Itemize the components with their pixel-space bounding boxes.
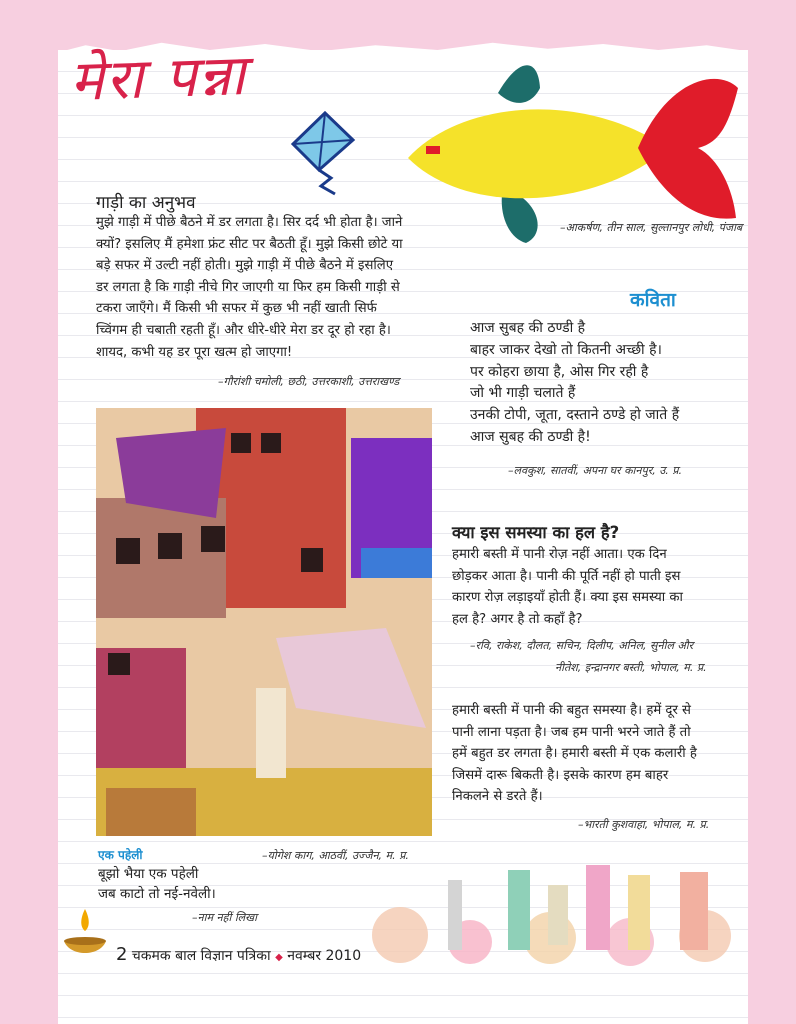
poem-credit: –लवकुश, सातवीं, अपना घर कानपुर, उ. प्र. [508,464,683,477]
masthead-title: मेरा पन्ना [69,42,249,115]
problem-credit-line1: –रवि, राकेश, दौलत, सचिन, दिलीप, अनिल, सुनील और [470,639,694,652]
text-line: मुझे गाड़ी में पीछे बैठने में डर लगता है। सिर दर्द भी होता है। जाने [96,215,403,230]
problem-credit-line2: नीतेश, इन्द्रानगर बस्ती, भोपाल, म. प्र. [555,661,707,674]
poem-line: आज सुबह की ठण्डी है [470,320,586,336]
text-line: हमारी बस्ती में पानी की बहुत समस्या है। हमें दूर से [452,703,691,718]
riddle-line: बूझो भैया एक पहेली [98,866,199,882]
text-line: कारण रोज़ लड़ाइयाँ होती हैं। क्या इस समस्या का [452,590,683,606]
street-painting [96,408,432,836]
text-line: टकरा जाएँगे। मैं किसी भी सफर में कुछ भी नहीं खाती सिर्फ [96,301,377,317]
pencils-illustration [360,850,750,970]
diya-icon [60,905,110,965]
text-line: हमारी बस्ती में पानी रोज़ नहीं आता। एक दिन [452,547,667,562]
poem-title: कविता [630,289,676,311]
magazine-name: चकमक बाल विज्ञान पत्रिका [131,948,271,964]
riddle-line: जब काटो तो नई-नवेली। [98,886,216,902]
text-line: छोड़कर आता है। पानी की पूर्ति नहीं हो पाती इस [452,568,681,584]
problem-body [452,544,742,630]
water-body [452,700,742,808]
poem-line: उनकी टोपी, जूता, दस्ताने ठण्डे हो जाते हैं [470,407,680,424]
riddle-body [98,864,216,904]
text-line: हमें बहुत डर लगता है। हमारी बस्ती में एक कलारी है [452,746,697,762]
text-line: जिसमें दारू बिकती है। इसके कारण हम बाहर [452,767,669,783]
text-line: च्विंगम ही चबाती रहती हूँ। और धीरे-धीरे मेरा डर दूर हो रहा है। [96,322,391,338]
riddle-credit: –नाम नहीं लिखा [192,911,257,924]
text-line: हल है? अगर है तो कहाँ है? [452,611,583,627]
text-line: क्यों? इसलिए मैं हमेशा फ्रंट सीट पर बैठती हूँ। मुझे किसी छोटे या [96,236,403,252]
painting-credit: –योगेश काग, आठवीं, उज्जैन, म. प्र. [262,849,409,862]
poem-line: पर कोहरा छाया है, ओस गिर रही है [470,363,649,380]
article-title-car: गाड़ी का अनुभव [96,193,196,213]
poem-line: आज सुबह की ठण्डी है! [470,428,591,445]
article-car-body [96,212,441,363]
poem-line: बाहर जाकर देखो तो कितनी अच्छी है। [470,341,662,358]
text-line: पानी लाना पड़ता है। जब हम पानी भरने जाते हैं तो [452,724,691,740]
text-line: डर लगता है कि गाड़ी नीचे गिर जाएगी या फिर हम किसी गाड़ी से [96,279,400,295]
article-car-credit: –गौरांशी चमोली, छठी, उत्तरकाशी, उत्तराखण्ड [218,375,400,388]
kite-illustration [285,108,360,198]
poem-body [470,318,740,449]
poem-line: जो भी गाड़ी चलाते हैं [470,385,576,402]
text-line: निकलने से डरते हैं। [452,789,543,805]
diamond-icon: ◆ [275,952,283,963]
water-credit: –भारती कुशवाहा, भोपाल, म. प्र. [578,818,710,831]
page-number: 2 [116,944,128,965]
text-line: बड़े सफर में उल्टी नहीं होती। मुझे गाड़ी में पीछे बैठने में इसलिए [96,258,394,274]
issue-date: नवम्बर 2010 [287,948,362,964]
text-line: शायद, कभी यह डर पूरा खत्म हो जाएगा! [96,344,293,360]
problem-title: क्या इस समस्या का हल है? [452,523,620,542]
fish-credit: –आकर्षण, तीन साल, सुल्तानपुर लोधी, पंजाब [560,221,743,234]
page-footer [116,944,361,965]
riddle-title: एक पहेली [98,848,143,862]
